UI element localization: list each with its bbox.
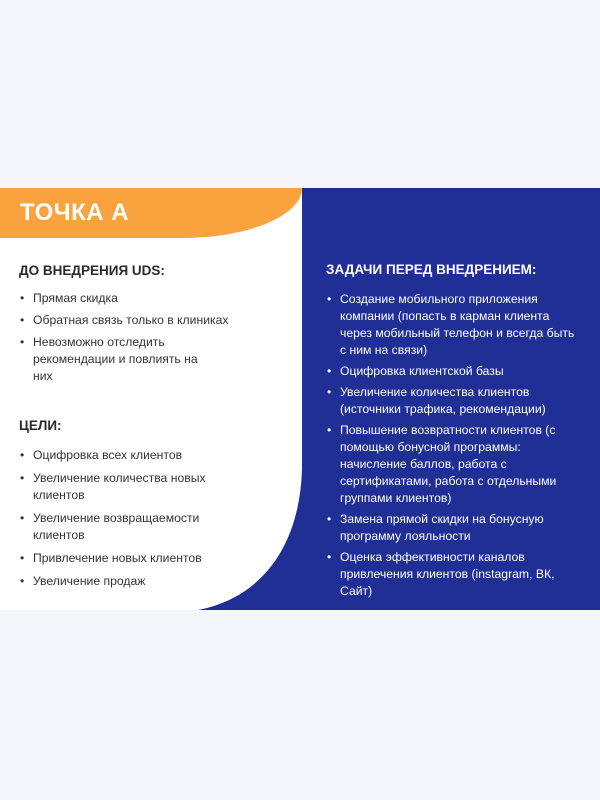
goals-list [18,447,253,590]
list-item: • Привлечение новых клиентов [20,551,202,565]
list-item: • Прямая скидка [20,291,118,305]
list-item: • Увеличение количества клиентов (источники трафика, рекомендации) [327,385,546,416]
list-item: • Невозможно отследить рекомендации и повлиять на них [20,335,198,383]
list-item: • Оцифровка клиентской базы [327,364,504,378]
goals-heading: ЦЕЛИ: [19,418,62,433]
list-item: • Увеличение продаж [20,574,146,588]
list-item: • Замена прямой скидки на бонусную программу лояльности [327,512,544,543]
list-item: • Создание мобильного приложения компании (попасть в карман клиента через мобильный телефон и всегда быть с ним на связи) [327,292,575,357]
list-item: • Оценка эффективности каналов привлечения клиентов (instagram, ВК, Сайт) [327,550,555,598]
list-item: • Увеличение возвращаемости клиентов [20,511,200,542]
before-heading: ДО ВНЕДРЕНИЯ UDS: [19,263,165,278]
before-list [18,290,268,385]
list-item: • Повышение возвратности клиентов (с помощью бонусной программы: начисление баллов, работа с сертификатами, работа с отдельными группами клиентов) [327,423,557,505]
list-item: • Обратная связь только в клиниках [20,313,229,327]
tasks-heading: ЗАДАЧИ ПЕРЕД ВНЕДРЕНИЕМ: [326,262,537,277]
slide-title: ТОЧКА А [20,199,130,226]
list-item: • Увеличение количества новых клиентов [20,471,206,502]
slide [0,188,600,610]
list-item: • Оцифровка всех клиентов [20,448,183,462]
tasks-list [325,291,580,600]
